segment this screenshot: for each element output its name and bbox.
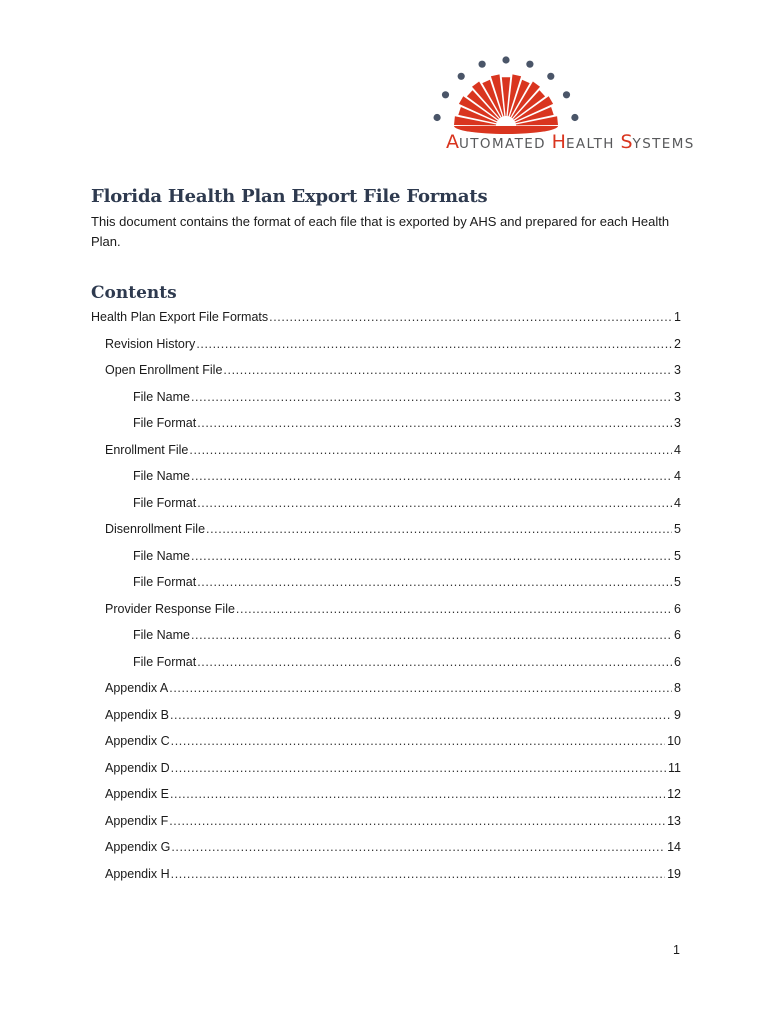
toc-entry-label: File Name: [133, 390, 190, 404]
toc-dot-leader: [191, 547, 672, 565]
toc-dot-leader: [169, 812, 665, 830]
toc-entry[interactable]: [105, 785, 681, 803]
toc-entry-label: Provider Response File: [105, 602, 235, 616]
toc-entry-label: File Format: [133, 416, 197, 430]
page-number: 1: [673, 943, 680, 957]
toc-entry-page-number: 5: [674, 522, 681, 536]
toc-entry-label: File Name: [133, 628, 190, 642]
toc-entry-page-number: 8: [674, 681, 681, 695]
toc-entry[interactable]: [105, 706, 681, 724]
toc-entry[interactable]: [133, 388, 681, 406]
toc-dot-leader: [170, 785, 665, 803]
company-name-word-2: HEALTH: [551, 131, 621, 153]
toc-dot-leader: [189, 441, 672, 459]
toc-entry-label: Appendix D: [105, 761, 170, 775]
toc-entry-label: Appendix A: [105, 681, 169, 695]
toc-entry[interactable]: [105, 520, 681, 538]
toc-entry-page-number: 6: [674, 602, 681, 616]
toc-entry-label: File Name: [133, 469, 190, 483]
toc-entry-page-number: 4: [674, 496, 681, 510]
toc-dot-leader: [223, 361, 672, 379]
toc-dot-leader: [236, 600, 672, 618]
toc-entry-label: Enrollment File: [105, 443, 189, 457]
toc-dot-leader: [197, 573, 672, 591]
toc-entry-page-number: 3: [674, 363, 681, 377]
toc-entry[interactable]: [105, 838, 681, 856]
company-name-word-1: AUTOMATED: [446, 131, 552, 153]
toc-entry-label: File Format: [133, 655, 197, 669]
toc-dot-leader: [171, 732, 665, 750]
toc-entry-page-number: 11: [668, 761, 681, 775]
toc-entry[interactable]: [105, 335, 681, 353]
toc-entry[interactable]: [105, 679, 681, 697]
logo-dot: [563, 91, 570, 98]
logo-dot: [442, 91, 449, 98]
toc-dot-leader: [206, 520, 672, 538]
toc-entry[interactable]: [133, 467, 681, 485]
toc-dot-leader: [197, 414, 672, 432]
toc-entry[interactable]: [133, 414, 681, 432]
toc-entry-page-number: 6: [674, 628, 681, 642]
toc-dot-leader: [171, 865, 665, 883]
toc-entry-label: Appendix G: [105, 840, 171, 854]
toc-entry-label: Appendix F: [105, 814, 169, 828]
toc-entry[interactable]: [133, 626, 681, 644]
toc-entry-page-number: 4: [674, 469, 681, 483]
toc-dot-leader: [269, 308, 672, 326]
toc-entry[interactable]: [91, 308, 681, 326]
toc-entry-label: Appendix C: [105, 734, 170, 748]
toc-entry-label: Disenrollment File: [105, 522, 206, 536]
toc-entry-label: Appendix E: [105, 787, 169, 801]
toc-entry-page-number: 3: [674, 390, 681, 404]
toc-dot-leader: [191, 388, 672, 406]
logo-dot: [458, 73, 465, 80]
toc-heading: Contents: [91, 283, 177, 303]
toc-entry[interactable]: [105, 759, 681, 777]
toc-dot-leader: [169, 679, 672, 697]
toc-entry-page-number: 4: [674, 443, 681, 457]
toc-dot-leader: [171, 838, 665, 856]
toc-entry-label: File Format: [133, 575, 197, 589]
toc-dot-leader: [197, 653, 672, 671]
document-title: Florida Health Plan Export File Formats: [91, 186, 488, 207]
company-name-word-3: SYSTEMS: [620, 131, 695, 153]
toc-entry-label: File Name: [133, 549, 190, 563]
toc-entry-label: Appendix B: [105, 708, 169, 722]
toc-entry-page-number: 9: [674, 708, 681, 722]
toc-entry-page-number: 5: [674, 549, 681, 563]
toc-entry[interactable]: [105, 361, 681, 379]
sunburst-logo-mark: [428, 44, 688, 134]
document-intro: This document contains the format of each file that is exported by AHS and prepared for each Health Plan.: [91, 214, 670, 249]
toc-entry-page-number: 14: [667, 840, 681, 854]
toc-entry[interactable]: [133, 653, 681, 671]
toc-entry-page-number: 12: [667, 787, 681, 801]
company-name: [446, 131, 695, 153]
toc-dot-leader: [191, 467, 672, 485]
toc-dot-leader: [191, 626, 672, 644]
toc-entry[interactable]: [133, 547, 681, 565]
logo-dot: [526, 61, 533, 68]
toc-entry-page-number: 3: [674, 416, 681, 430]
toc-entry-label: Open Enrollment File: [105, 363, 223, 377]
toc-entry-label: Health Plan Export File Formats: [91, 310, 269, 324]
toc-entry-page-number: 19: [667, 867, 681, 881]
logo-dot: [571, 114, 578, 121]
toc-entry-page-number: 2: [674, 337, 681, 351]
logo-dot: [434, 114, 441, 121]
logo-dot: [502, 56, 509, 63]
toc-entry[interactable]: [105, 441, 681, 459]
toc-entry[interactable]: [105, 865, 681, 883]
toc-entry-page-number: 5: [674, 575, 681, 589]
toc-dot-leader: [197, 494, 672, 512]
toc-entry-label: File Format: [133, 496, 197, 510]
toc-entry-label: Appendix H: [105, 867, 170, 881]
toc-dot-leader: [170, 706, 672, 724]
toc-entry[interactable]: [133, 573, 681, 591]
toc-entry-page-number: 10: [667, 734, 681, 748]
logo-dot: [479, 61, 486, 68]
toc-entry-label: Revision History: [105, 337, 196, 351]
logo-dot: [547, 73, 554, 80]
toc-dot-leader: [196, 335, 672, 353]
toc-entry[interactable]: [105, 600, 681, 618]
toc-entry-page-number: 1: [674, 310, 681, 324]
toc-entry[interactable]: [105, 812, 681, 830]
toc-entry-page-number: 13: [667, 814, 681, 828]
toc-entry[interactable]: [133, 494, 681, 512]
toc-dot-leader: [171, 759, 666, 777]
toc-entry-page-number: 6: [674, 655, 681, 669]
toc-entry[interactable]: [105, 732, 681, 750]
